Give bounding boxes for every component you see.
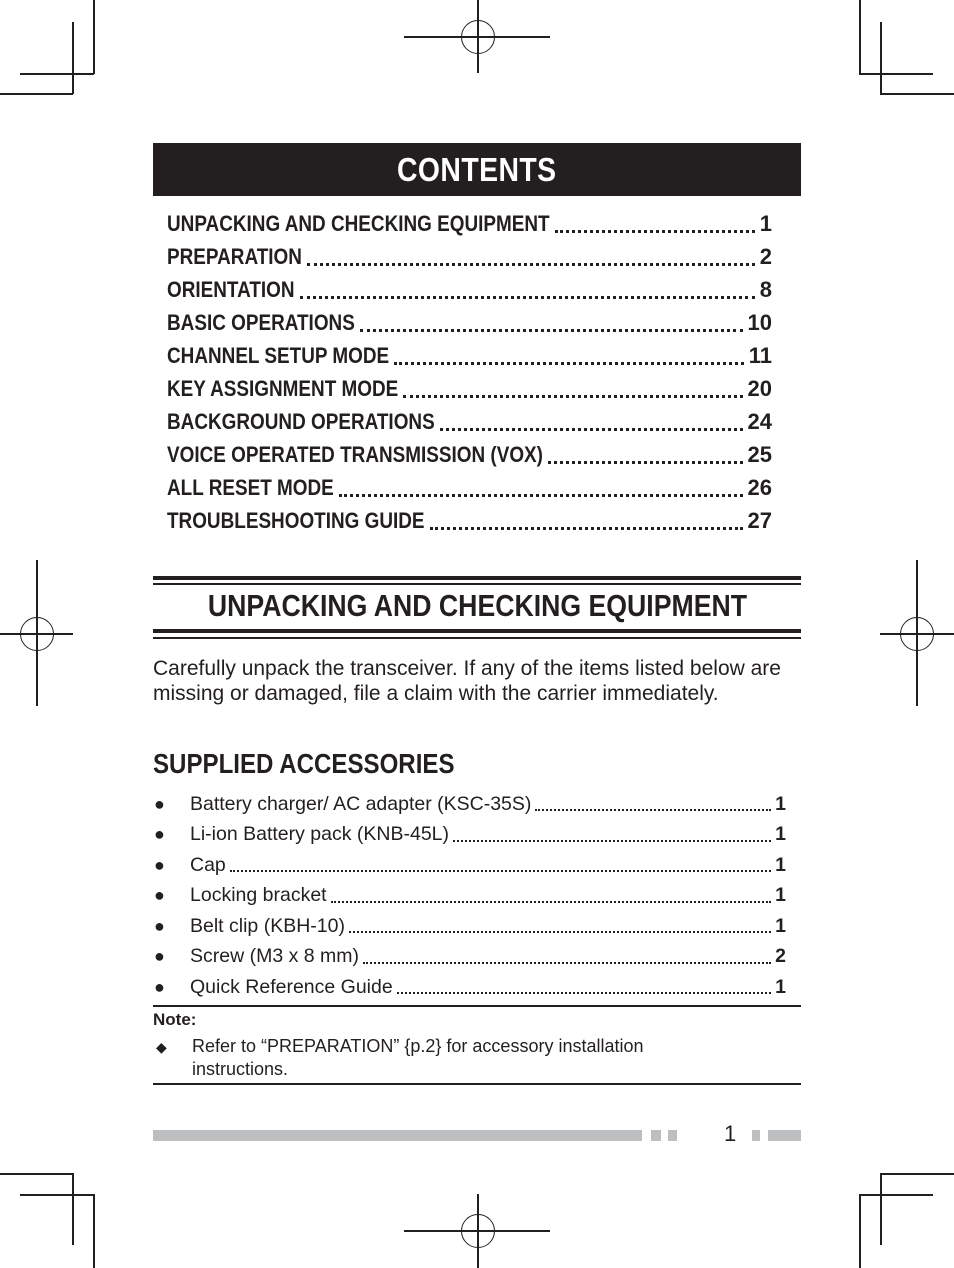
toc-entry-page: 2 <box>759 243 772 269</box>
toc-entry-page: 10 <box>747 309 772 335</box>
list-item <box>153 820 786 851</box>
leader-dots <box>349 931 771 933</box>
bullet-icon: ● <box>154 915 165 936</box>
toc-entry-title: VOICE OPERATED TRANSMISSION (VOX) <box>167 441 543 467</box>
list-item <box>153 881 786 912</box>
section-rule-bottom-thin <box>153 637 801 639</box>
accessory-qty: 1 <box>775 884 786 907</box>
toc-entry[interactable] <box>167 471 772 504</box>
accessory-name: Cap <box>190 853 226 876</box>
toc-entry-title: CHANNEL SETUP MODE <box>167 342 390 368</box>
bullet-icon: ● <box>154 946 165 967</box>
bullet-icon: ● <box>154 824 165 845</box>
toc-entry-title: ALL RESET MODE <box>167 474 334 500</box>
accessory-qty: 2 <box>775 945 786 968</box>
toc-entry-title: KEY ASSIGNMENT MODE <box>167 375 399 401</box>
accessory-name: Li-ion Battery pack (KNB-45L) <box>190 823 450 846</box>
toc-entry-page: 11 <box>748 342 772 368</box>
bullet-icon: ● <box>154 854 165 875</box>
accessory-qty: 1 <box>775 914 786 937</box>
bullet-icon: ● <box>154 885 165 906</box>
toc-entry-title: PREPARATION <box>167 243 302 269</box>
toc-leader-dots <box>394 362 744 365</box>
note-item <box>153 1035 793 1081</box>
toc-entry-title: BACKGROUND OPERATIONS <box>167 408 435 434</box>
accessory-name: Locking bracket <box>190 884 327 907</box>
accessory-name: Screw (M3 x 8 mm) <box>190 945 360 968</box>
toc-entry-title: TROUBLESHOOTING GUIDE <box>167 507 425 533</box>
list-item <box>153 911 786 942</box>
accessory-name: Quick Reference Guide <box>190 975 393 998</box>
note-text: Refer to “PREPARATION” {p.2} for accessory installation instructions. <box>192 1036 644 1079</box>
toc-entry-title: ORIENTATION <box>167 276 295 302</box>
leader-dots <box>363 962 771 964</box>
accessory-qty: 1 <box>775 975 786 998</box>
accessories-heading: SUPPLIED ACCESSORIES <box>153 748 455 779</box>
toc-entry-page: 25 <box>747 441 772 467</box>
contents-header <box>153 143 801 196</box>
section-title: UNPACKING AND CHECKING EQUIPMENT <box>207 588 747 623</box>
bullet-icon: ● <box>154 976 165 997</box>
section-rule-top <box>153 576 801 580</box>
toc-leader-dots <box>307 263 755 266</box>
intro-paragraph: Carefully unpack the transceiver. If any of the items listed below are missing or damaged, file a claim with the carrier immediately. <box>153 657 781 705</box>
list-item <box>153 972 786 1003</box>
note-rule-top <box>153 1005 801 1007</box>
toc-entry-page: 20 <box>747 375 772 401</box>
accessories-list <box>153 789 786 1003</box>
toc-leader-dots <box>403 395 742 398</box>
toc-entry-page: 24 <box>747 408 772 434</box>
toc-leader-dots <box>555 230 755 233</box>
table-of-contents <box>167 207 772 537</box>
note-rule-bottom <box>153 1083 801 1085</box>
leader-dots <box>230 870 771 872</box>
accessory-qty: 1 <box>775 792 786 815</box>
toc-entry-page: 8 <box>759 276 772 302</box>
leader-dots <box>535 809 771 811</box>
note-label: Note: <box>153 1010 197 1029</box>
accessory-qty: 1 <box>775 853 786 876</box>
toc-entry[interactable] <box>167 306 772 339</box>
leader-dots <box>453 840 771 842</box>
toc-entry[interactable] <box>167 273 772 306</box>
page-number: 1 <box>724 1121 737 1146</box>
section-rule-top-thin <box>153 583 801 585</box>
accessory-name: Battery charger/ AC adapter (KSC-35S) <box>190 792 532 815</box>
toc-entry[interactable] <box>167 372 772 405</box>
contents-title: CONTENTS <box>397 150 557 188</box>
bullet-icon: ● <box>154 793 165 814</box>
list-item <box>153 942 786 973</box>
toc-entry-page: 27 <box>747 507 772 533</box>
toc-entry[interactable] <box>167 438 772 471</box>
toc-leader-dots <box>440 428 743 431</box>
toc-entry-page: 1 <box>759 210 772 236</box>
diamond-bullet-icon: ◆ <box>156 1039 167 1055</box>
section-rule-bottom <box>153 629 801 633</box>
toc-leader-dots <box>430 527 743 530</box>
toc-entry[interactable] <box>167 339 772 372</box>
toc-entry-page: 26 <box>747 474 772 500</box>
toc-entry-title: UNPACKING AND CHECKING EQUIPMENT <box>167 210 550 236</box>
accessory-name: Belt clip (KBH-10) <box>190 914 345 937</box>
toc-leader-dots <box>360 329 743 332</box>
list-item <box>153 789 786 820</box>
toc-entry[interactable] <box>167 405 772 438</box>
toc-entry-title: BASIC OPERATIONS <box>167 309 355 335</box>
leader-dots <box>331 901 772 903</box>
toc-entry[interactable] <box>167 207 772 240</box>
toc-entry[interactable] <box>167 240 772 273</box>
list-item <box>153 850 786 881</box>
leader-dots <box>397 992 771 994</box>
toc-leader-dots <box>548 461 743 464</box>
toc-leader-dots <box>339 494 743 497</box>
toc-entry[interactable] <box>167 504 772 537</box>
accessory-qty: 1 <box>775 823 786 846</box>
toc-leader-dots <box>300 296 755 299</box>
